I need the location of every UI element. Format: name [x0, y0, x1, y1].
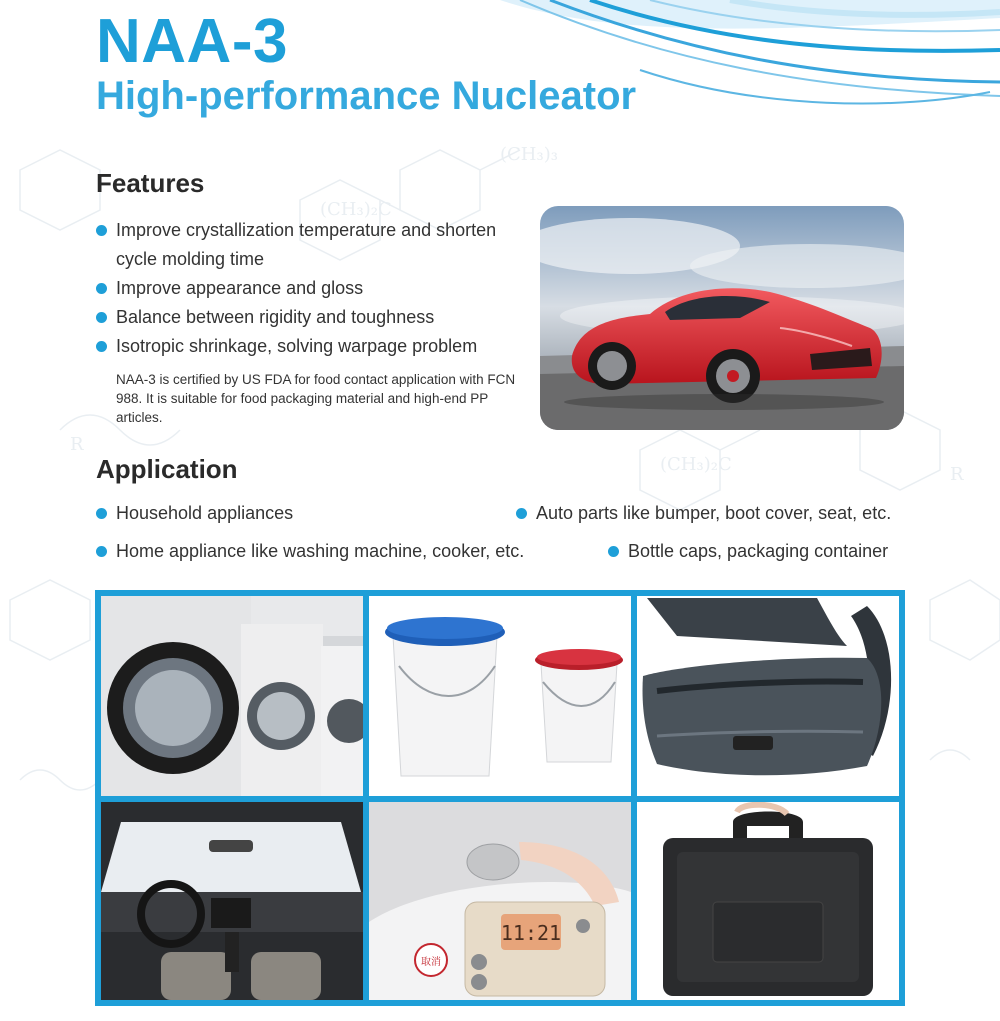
rice-cooker-photo: [369, 802, 631, 1000]
fda-note: NAA-3 is certified by US FDA for food contact application with FCN 988. It is suitable for food packaging material and high-end PP articles.: [116, 372, 516, 425]
bullet-icon: [96, 225, 107, 236]
list-item: [96, 303, 536, 332]
application-item: [96, 541, 524, 562]
car-interior-photo: [101, 802, 363, 1000]
bullet-icon: [96, 312, 107, 323]
application-text: Household appliances: [116, 503, 294, 523]
application-photo-grid: [95, 590, 905, 1006]
application-item: [608, 541, 888, 562]
product-subtitle: High-performance Nucleator: [96, 74, 637, 118]
application-heading: Application: [96, 454, 238, 484]
product-title: NAA-3: [96, 7, 288, 76]
buckets-photo: [369, 596, 631, 796]
sketch-text: (CH₃)₂C: [660, 454, 732, 475]
bullet-icon: [96, 341, 107, 352]
sketch-text: R: [950, 464, 964, 485]
features-heading: Features: [96, 168, 205, 198]
bullet-icon: [96, 283, 107, 294]
bullet-icon: [608, 546, 619, 557]
bullet-icon: [516, 508, 527, 519]
application-text: Home appliance like washing machine, cooker, etc.: [116, 541, 525, 561]
application-item: [96, 503, 293, 524]
sketch-text: (CH₃)₃: [500, 144, 558, 165]
sketch-text: R: [70, 434, 84, 455]
bullet-icon: [96, 546, 107, 557]
bullet-icon: [96, 508, 107, 519]
washing-machines-photo: [101, 596, 363, 796]
feature-text: Improve appearance and gloss: [116, 278, 364, 298]
rice-cooker-display: 11:21: [500, 921, 562, 945]
features-list: [96, 216, 536, 361]
bumper-photo: [637, 596, 899, 796]
feature-text: Isotropic shrinkage, solving warpage problem: [116, 336, 478, 356]
sketch-text: (CH₃)₂C: [320, 199, 392, 220]
rice-cooker-cancel-label: 取消: [421, 957, 441, 968]
feature-text: Balance between rigidity and toughness: [116, 307, 435, 327]
application-text: Auto parts like bumper, boot cover, seat, etc.: [536, 503, 892, 523]
application-text: Bottle caps, packaging container: [628, 541, 889, 561]
tool-case-photo: [637, 802, 899, 1000]
application-item: [516, 503, 891, 524]
list-item: [96, 216, 536, 274]
list-item: [96, 274, 536, 303]
list-item: [96, 332, 536, 361]
feature-text: Improve crystallization temperature and shorten cycle molding time: [116, 220, 497, 269]
car-photo: [540, 206, 904, 430]
